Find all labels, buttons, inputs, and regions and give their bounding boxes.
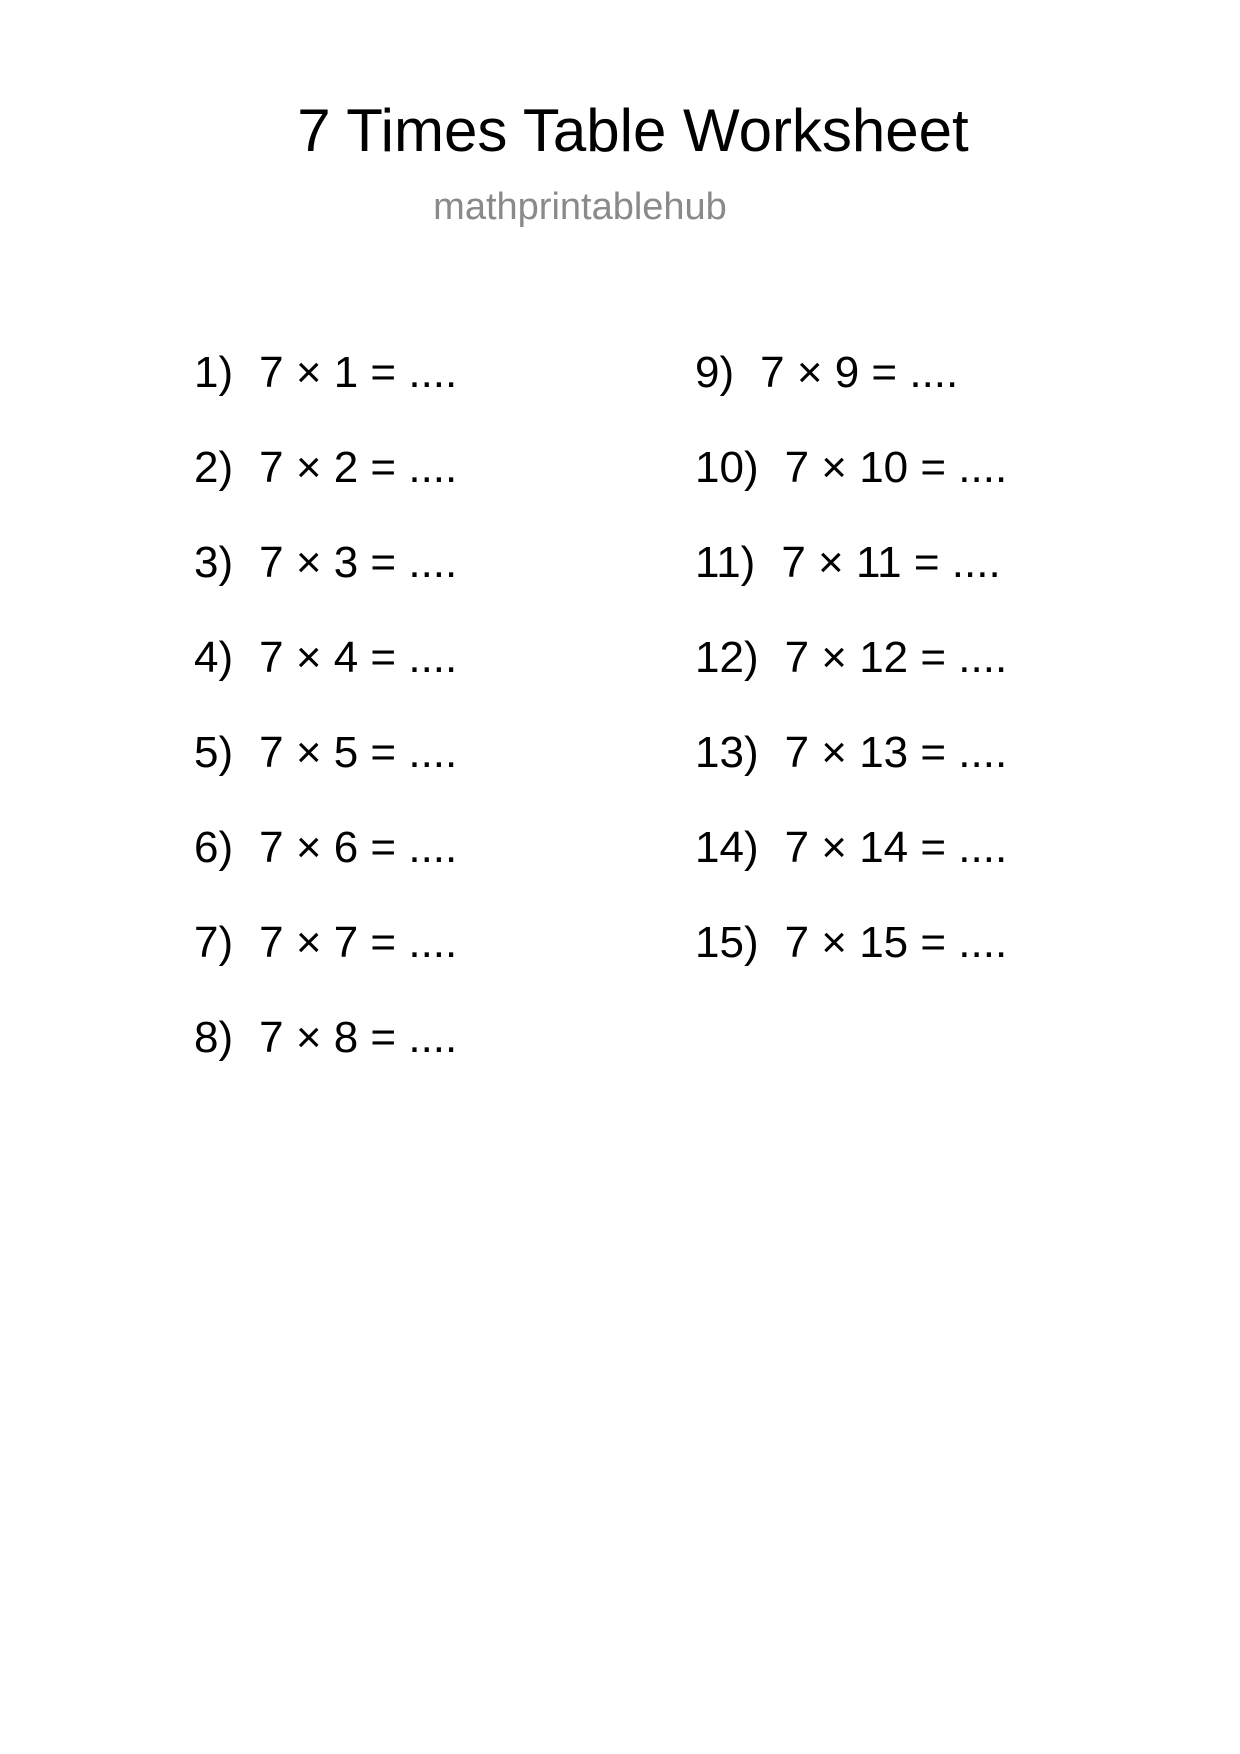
- item-expression: 7 × 11 = ....: [781, 538, 1001, 587]
- worksheet-item: [194, 420, 457, 515]
- worksheet-item: [695, 800, 1007, 895]
- worksheet-item: [194, 610, 457, 705]
- item-number: 8): [194, 1013, 234, 1062]
- item-expression: 7 × 6 = ....: [259, 823, 458, 872]
- problems-column-right: [695, 325, 1007, 990]
- item-number: 9): [695, 348, 735, 397]
- item-number: 7): [194, 918, 234, 967]
- worksheet-item: [695, 705, 1007, 800]
- item-number: 4): [194, 633, 234, 682]
- item-number: 5): [194, 728, 234, 777]
- item-number: 14): [695, 823, 759, 872]
- item-expression: 7 × 10 = ....: [784, 443, 1008, 492]
- worksheet-title: 7 Times Table Worksheet: [297, 97, 969, 164]
- item-expression: 7 × 4 = ....: [259, 633, 458, 682]
- item-number: 2): [194, 443, 234, 492]
- worksheet-item: [695, 515, 1007, 610]
- item-number: 13): [695, 728, 759, 777]
- item-expression: 7 × 5 = ....: [259, 728, 458, 777]
- item-number: 1): [194, 348, 234, 397]
- item-expression: 7 × 8 = ....: [259, 1013, 458, 1062]
- item-expression: 7 × 3 = ....: [259, 538, 458, 587]
- item-number: 3): [194, 538, 234, 587]
- worksheet-subtitle: mathprintablehub: [433, 186, 727, 228]
- worksheet-item: [695, 420, 1007, 515]
- worksheet-item: [194, 895, 457, 990]
- item-expression: 7 × 15 = ....: [784, 918, 1008, 967]
- problems-column-left: [194, 325, 457, 1085]
- worksheet-item: [194, 325, 457, 420]
- worksheet-item: [695, 610, 1007, 705]
- item-expression: 7 × 7 = ....: [259, 918, 458, 967]
- item-number: 11): [695, 538, 756, 587]
- item-number: 15): [695, 918, 759, 967]
- item-expression: 7 × 1 = ....: [259, 348, 458, 397]
- item-expression: 7 × 14 = ....: [784, 823, 1008, 872]
- worksheet-item: [194, 515, 457, 610]
- worksheet-item: [695, 895, 1007, 990]
- item-number: 6): [194, 823, 234, 872]
- item-expression: 7 × 13 = ....: [784, 728, 1008, 777]
- worksheet-item: [695, 325, 1007, 420]
- item-expression: 7 × 12 = ....: [784, 633, 1008, 682]
- worksheet-item: [194, 990, 457, 1085]
- item-number: 12): [695, 633, 759, 682]
- item-number: 10): [695, 443, 759, 492]
- item-expression: 7 × 2 = ....: [259, 443, 458, 492]
- worksheet-item: [194, 705, 457, 800]
- worksheet-item: [194, 800, 457, 895]
- item-expression: 7 × 9 = ....: [760, 348, 959, 397]
